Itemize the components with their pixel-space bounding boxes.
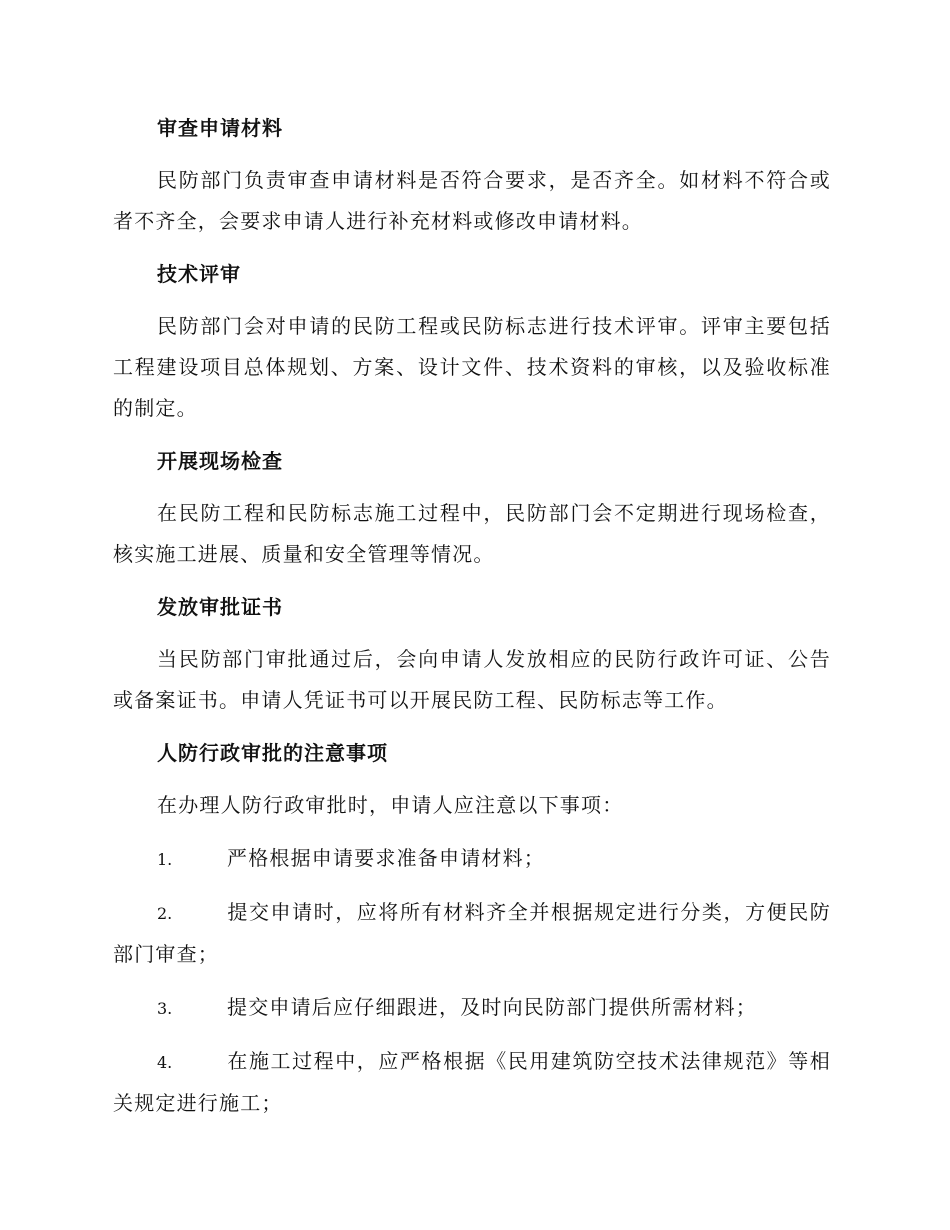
section-paragraph-review-materials: 民防部门负责审查申请材料是否符合要求，是否齐全。如材料不符合或者不齐全，会要求申请人进行补充材料或修改申请材料。 — [113, 168, 831, 233]
list-item — [113, 892, 831, 975]
list-item-number: 2. — [157, 904, 173, 923]
section-heading-site-inspection: 开展现场检查 — [157, 449, 283, 473]
list-item-text: 提交申请后应仔细跟进，及时向民防部门提供所需材料； — [227, 995, 757, 1019]
section-paragraph-technical-review: 民防部门会对申请的民防工程或民防标志进行技术评审。评审主要包括工程建设项目总体规划、方案、设计文件、技术资料的审核，以及验收标准的制定。 — [113, 314, 831, 420]
list-item-text: 严格根据申请要求准备申请材料； — [227, 846, 545, 870]
section-paragraph-issue-certificate: 当民防部门审批通过后，会向申请人发放相应的民防行政许可证、公告或备案证书。申请人凭证书可以开展民防工程、民防标志等工作。 — [113, 647, 831, 712]
list-item-number: 1. — [157, 850, 173, 869]
section-paragraph-site-inspection: 在民防工程和民防标志施工过程中，民防部门会不定期进行现场检查，核实施工进展、质量和安全管理等情况。 — [113, 501, 831, 566]
list-item — [113, 838, 831, 880]
notes-heading: 人防行政审批的注意事项 — [157, 741, 388, 765]
list-item-text: 提交申请时，应将所有材料齐全并根据规定进行分类，方便民防部门审查； — [113, 900, 831, 966]
section-heading-issue-certificate: 发放审批证书 — [157, 595, 283, 619]
section-heading-technical-review: 技术评审 — [157, 262, 241, 286]
list-item-number: 3. — [157, 999, 173, 1018]
list-item — [113, 1041, 831, 1124]
list-item — [113, 987, 831, 1029]
document-body — [113, 108, 831, 1136]
list-item-text: 在施工过程中，应严格根据《民用建筑防空技术法律规范》等相关规定进行施工； — [113, 1049, 831, 1115]
list-item-number: 4. — [157, 1053, 173, 1072]
section-heading-review-materials: 审查申请材料 — [157, 116, 283, 140]
notes-intro: 在办理人防行政审批时，申请人应注意以下事项： — [157, 793, 624, 817]
